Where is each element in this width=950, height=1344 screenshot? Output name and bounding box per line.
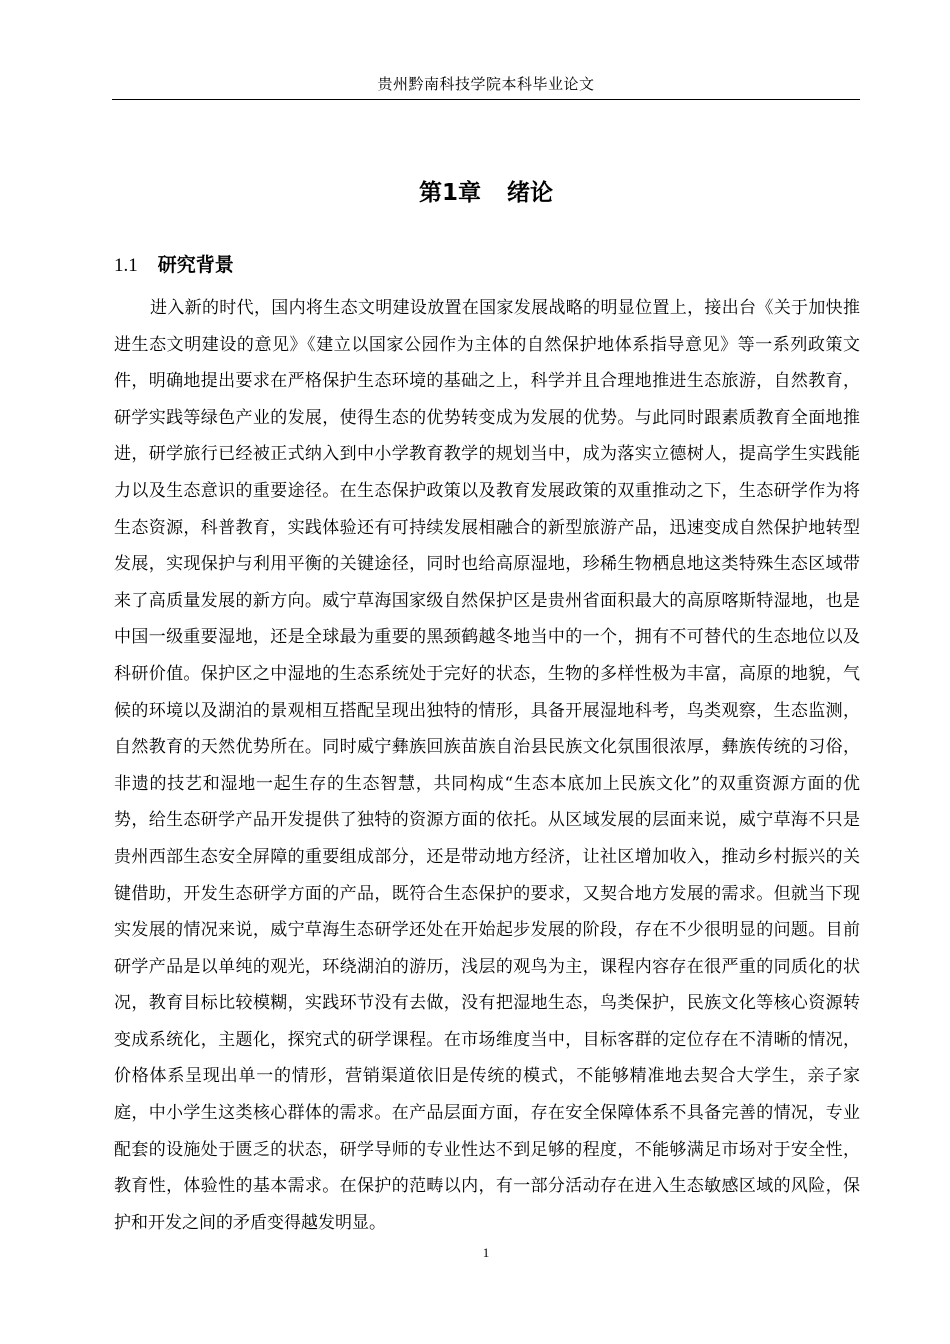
body-paragraph: 进入新的时代，国内将生态文明建设放置在国家发展战略的明显位置上，接出台《关于加快推进生态文明建设的意见》《建立以国家公园作为主体的自然保护地体系指导意见》等一系列政策文件，明确地提出要求在严格保护生态环境的基础之上，科学并且合理地推进生态旅游，自然教育，研学实践等绿色产业的发展，使得生态的优势转变成为发展的优势。与此同时跟素质教育全面地推进，研学旅行已经被正式纳入到中小学教育教学的规划当中，成为落实立德树人，提高学生实践能力以及生态意识的重要途径。在生态保护政策以及教育发展政策的双重推动之下，生态研学作为将生态资源，科普教育，实践体验还有可持续发展相融合的新型旅游产品，迅速变成自然保护地转型发展，实现保护与利用平衡的关键途径，同时也给高原湿地，珍稀生物栖息地这类特殊生态区域带来了高质量发展的新方向。威宁草海国家级自然保护区是贵州省面积最大的高原喀斯特湿地，也是中国一级重要湿地，还是全球最为重要的黑颈鹤越冬地当中的一个，拥有不可替代的生态地位以及科研价值。保护区之中湿地的生态系统处于完好的状态，生物的多样性极为丰富，高原的地貌，气候的环境以及湖泊的景观相互搭配呈现出独特的情形，具备开展湿地科考，鸟类观察，生态监测，自然教育的天然优势所在。同时威宁彝族回族苗族自治县民族文化氛围很浓厚，彝族传统的习俗，非遗的技艺和湿地一起生存的生态智慧，共同构成“生态本底加上民族文化”的双重资源方面的优势，给生态研学产品开发提供了独特的资源方面的依托。从区域发展的层面来说，威宁草海不只是贵州西部生态安全屏障的重要组成部分，还是带动地方经济，让社区增加收入，推动乡村振兴的关键借助，开发生态研学方面的产品，既符合生态保护的要求，又契合地方发展的需求。但就当下现实发展的情况来说，威宁草海生态研学还处在开始起步发展的阶段，存在不少很明显的问题。目前研学产品是以单纯的观光，环绕湖泊的游历，浅层的观鸟为主，课程内容存在很严重的同质化的状况，教育目标比较模糊，实践环节没有去做，没有把湿地生态，鸟类保护，民族文化等核心资源转变成系统化，主题化，探究式的研学课程。在市场维度当中，目标客群的定位存在不清晰的情况，价格体系呈现出单一的情形，营销渠道依旧是传统的模式，不能够精准地去契合大学生，亲子家庭，中小学生这类核心群体的需求。在产品层面方面，存在安全保障体系不具备完善的情况，专业配套的设施处于匮乏的状态，研学导师的专业性达不到足够的程度，不能够满足市场对于安全性，教育性，体验性的基本需求。在保护的范畴以内，有一部分活动存在进入生态敏感区域的风险，保护和开发之间的矛盾变得越发明显。 [114,298,860,1233]
page-number: 1 [482,1245,490,1260]
chapter-title [112,176,860,210]
chapter-name: 绪论 [507,180,553,206]
section-number: 1.1 [114,255,138,276]
chapter-number: 第1章 [418,180,481,206]
section-title: 研究背景 [157,254,234,276]
header-rule [112,99,860,100]
running-header: 贵州黔南科技学院本科毕业论文 [377,75,595,93]
section-heading [114,250,234,281]
